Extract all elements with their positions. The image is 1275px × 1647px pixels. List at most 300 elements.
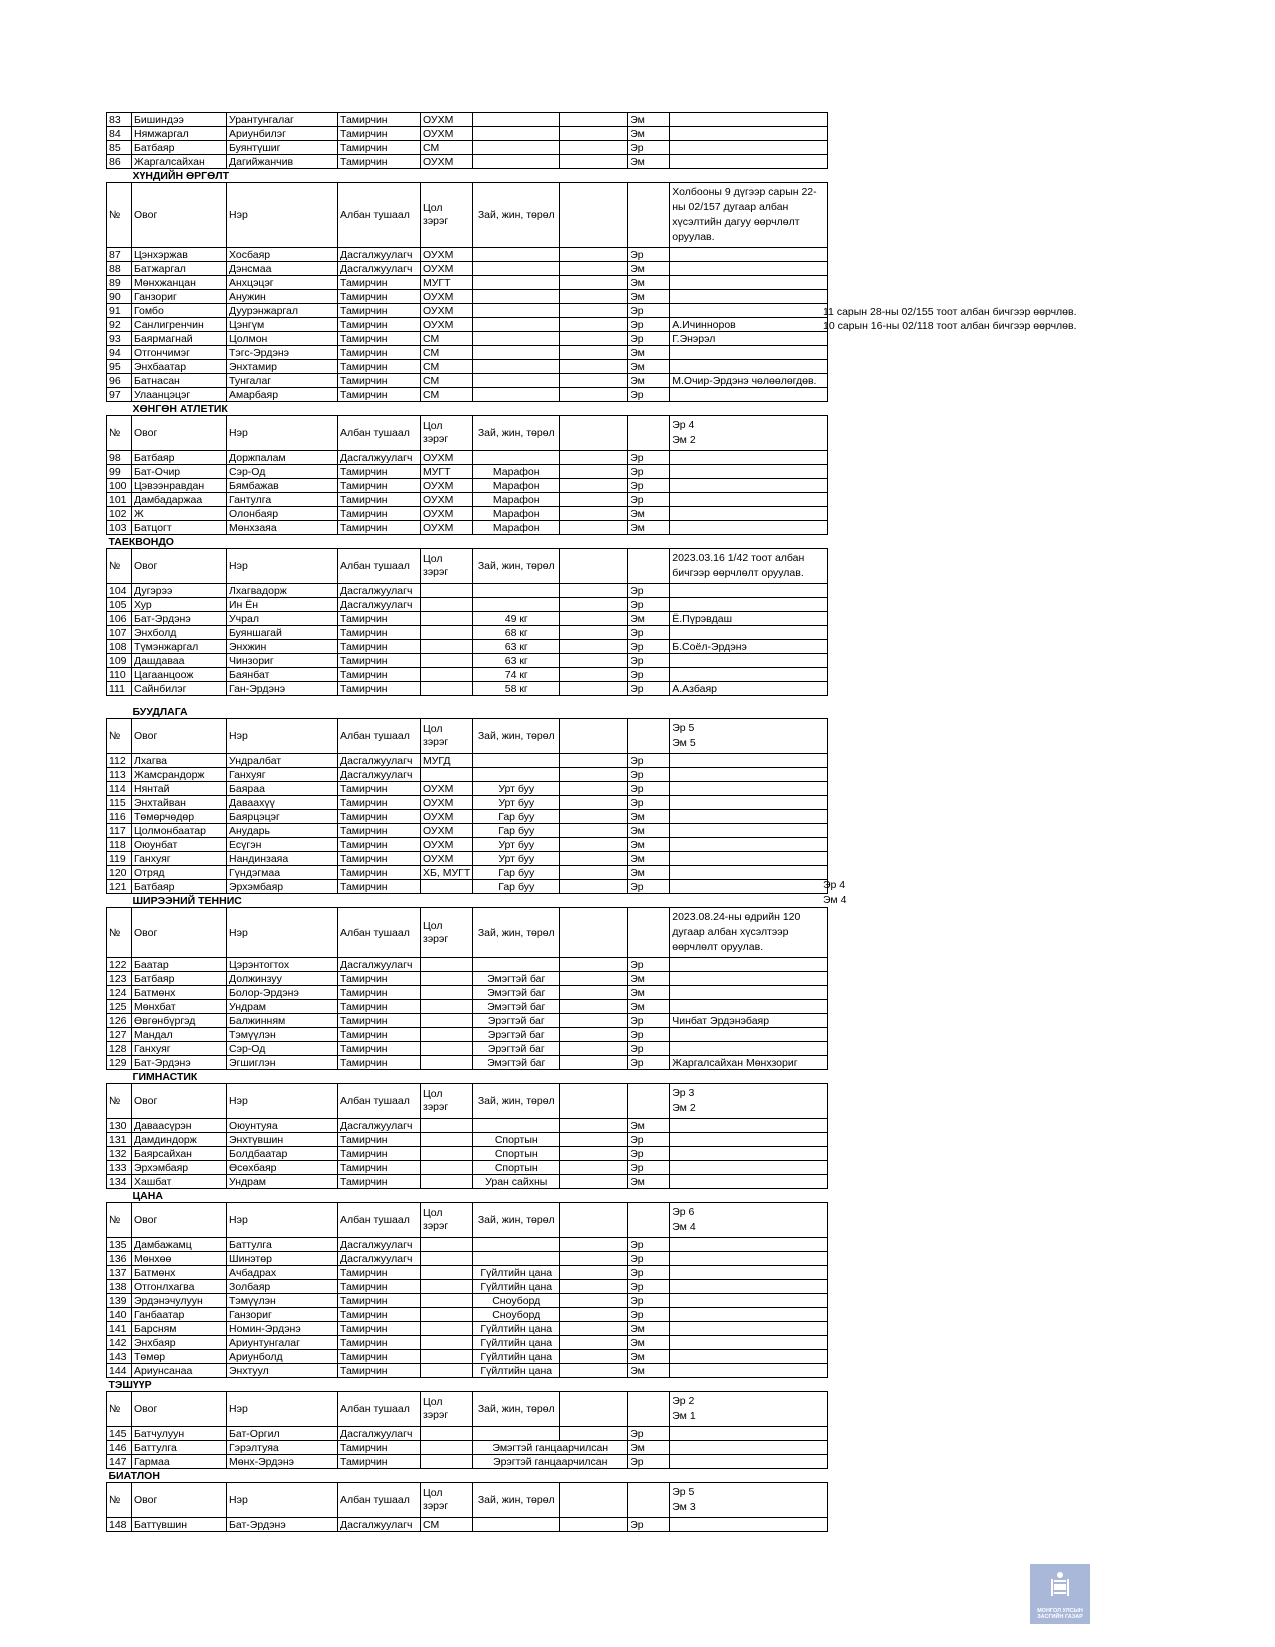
section-title: БУУДЛАГА [107, 696, 828, 719]
table-cell [421, 1175, 473, 1189]
table-cell: Тамирчин [338, 155, 421, 169]
column-header-ovog: Овог [132, 719, 227, 754]
column-header-ner: Нэр [227, 1203, 338, 1238]
table-cell: Спортын [473, 1161, 560, 1175]
table-cell: Эр [628, 465, 670, 479]
table-cell: Тэгс-Эрдэнэ [227, 346, 338, 360]
table-cell: 108 [107, 640, 132, 654]
table-cell [560, 262, 628, 276]
table-cell [560, 493, 628, 507]
table-cell: Эр [628, 626, 670, 640]
column-header-zai: Зай, жин, төрөл [473, 719, 560, 754]
column-header-ovog: Овог [132, 908, 227, 958]
table-row [107, 1119, 828, 1133]
table-header-row [107, 1084, 828, 1119]
table-cell: ОУХМ [421, 852, 473, 866]
table-cell: Тамирчин [338, 1308, 421, 1322]
table-cell: 130 [107, 1119, 132, 1133]
table-cell: Дасгалжуулагч [338, 754, 421, 768]
column-header-blank-a [560, 416, 628, 451]
table-cell [560, 451, 628, 465]
table-cell: Гүйлтийн цана [473, 1364, 560, 1378]
table-header-row [107, 549, 828, 584]
table-cell: Төмөрчөдөр [132, 810, 227, 824]
table-cell: СМ [421, 141, 473, 155]
table-cell [560, 668, 628, 682]
table-row [107, 640, 828, 654]
table-cell [560, 796, 628, 810]
table-cell: 136 [107, 1252, 132, 1266]
column-header-zai: Зай, жин, төрөл [473, 1483, 560, 1518]
table-cell: 126 [107, 1014, 132, 1028]
table-row [107, 141, 828, 155]
table-cell: Эр [628, 1308, 670, 1322]
section-title: ХҮНДИЙН ӨРГӨЛТ [107, 169, 828, 183]
table-cell [421, 880, 473, 894]
table-cell: 109 [107, 654, 132, 668]
table-cell [560, 1161, 628, 1175]
table-cell: ОУХМ [421, 127, 473, 141]
table-cell: Баттулга [132, 1441, 227, 1455]
table-cell: Урт буу [473, 796, 560, 810]
table-cell: 117 [107, 824, 132, 838]
table-cell: Г.Энэрэл [670, 332, 828, 346]
table-cell [560, 521, 628, 535]
table-cell: Хосбаяр [227, 248, 338, 262]
table-row [107, 1238, 828, 1252]
table-cell [560, 1000, 628, 1014]
table-cell: Анударь [227, 824, 338, 838]
table-cell: 133 [107, 1161, 132, 1175]
table-cell: 63 кг [473, 654, 560, 668]
table-cell [670, 155, 828, 169]
table-cell [560, 1350, 628, 1364]
table-cell: Энхтайван [132, 796, 227, 810]
table-row [107, 248, 828, 262]
table-cell: Тамирчин [338, 141, 421, 155]
table-row [107, 1322, 828, 1336]
table-row [107, 465, 828, 479]
table-row [107, 1252, 828, 1266]
column-header-blank-b [628, 549, 670, 584]
table-cell: Батжаргал [132, 262, 227, 276]
table-cell: Эм [628, 1336, 670, 1350]
table-cell: Тамирчин [338, 782, 421, 796]
table-cell: 113 [107, 768, 132, 782]
table-cell: Отгончимэг [132, 346, 227, 360]
table-cell [473, 1518, 560, 1532]
table-cell: Цэнхэржав [132, 248, 227, 262]
table-cell: Батчулуун [132, 1427, 227, 1441]
table-cell: Эрэгтэй ганцаарчилсан [473, 1455, 628, 1469]
table-cell: 104 [107, 584, 132, 598]
table-cell [560, 880, 628, 894]
table-cell [473, 290, 560, 304]
section-title-row [107, 1189, 828, 1203]
table-cell: Мөнх-Эрдэнэ [227, 1455, 338, 1469]
table-row [107, 1455, 828, 1469]
table-row [107, 1364, 828, 1378]
table-cell: Марафон [473, 507, 560, 521]
table-row [107, 1427, 828, 1441]
table-cell: 141 [107, 1322, 132, 1336]
table-row [107, 1175, 828, 1189]
table-cell: Бат-Оргил [227, 1427, 338, 1441]
table-cell [473, 155, 560, 169]
table-cell: Тэмүүлэн [227, 1294, 338, 1308]
table-cell: Ундралбат [227, 754, 338, 768]
table-cell [670, 754, 828, 768]
table-cell: Нянтай [132, 782, 227, 796]
table-cell: Дамбадаржаа [132, 493, 227, 507]
table-cell [560, 1518, 628, 1532]
table-cell: Лхагва [132, 754, 227, 768]
table-cell: Эрдэнэчулуун [132, 1294, 227, 1308]
column-header-ner: Нэр [227, 183, 338, 248]
table-cell [421, 1427, 473, 1441]
table-cell: Дуурэнжаргал [227, 304, 338, 318]
table-header-row [107, 183, 828, 248]
table-cell: Эрхэмбаяр [227, 880, 338, 894]
table-cell: Эр [628, 304, 670, 318]
table-cell: Эр [628, 584, 670, 598]
table-cell: Дэнсмаа [227, 262, 338, 276]
table-cell: 96 [107, 374, 132, 388]
table-cell: Тамирчин [338, 796, 421, 810]
table-cell: Дагийжанчив [227, 155, 338, 169]
table-cell: 127 [107, 1028, 132, 1042]
table-cell [473, 332, 560, 346]
table-cell: СМ [421, 346, 473, 360]
table-cell: Батбаяр [132, 972, 227, 986]
column-header-no: № [107, 908, 132, 958]
table-cell: 95 [107, 360, 132, 374]
table-cell: МУГТ [421, 465, 473, 479]
table-cell: Уран сайхны [473, 1175, 560, 1189]
table-cell: 83 [107, 113, 132, 127]
table-cell: Тамирчин [338, 880, 421, 894]
table-row [107, 824, 828, 838]
column-header-alban: Албан тушаал [338, 1392, 421, 1427]
table-cell: ОУХМ [421, 318, 473, 332]
table-row [107, 318, 828, 332]
table-cell [560, 1364, 628, 1378]
column-header-zai: Зай, жин, төрөл [473, 183, 560, 248]
table-cell: Гар буу [473, 824, 560, 838]
section-notes: Эр 5 Эм 3 [670, 1483, 828, 1518]
table-row [107, 360, 828, 374]
table-cell [670, 1266, 828, 1280]
table-cell [473, 276, 560, 290]
table-cell: Улаанцэцэг [132, 388, 227, 402]
section-notes: Холбооны 9 дүгээр сарын 22-ны 02/157 дугаар албан хүсэлтийн дагуу өөрчлөлт оруулав. [670, 183, 828, 248]
table-cell: 139 [107, 1294, 132, 1308]
table-cell: А.Ичинноров [670, 318, 828, 332]
table-cell [421, 1028, 473, 1042]
table-row [107, 290, 828, 304]
table-cell: Тамирчин [338, 360, 421, 374]
table-cell: Ганхуяг [132, 1042, 227, 1056]
table-cell: Тамирчин [338, 1056, 421, 1070]
column-header-alban: Албан тушаал [338, 183, 421, 248]
table-cell: Тамирчин [338, 304, 421, 318]
table-cell: ХБ, МУГТ [421, 866, 473, 880]
table-cell: Эр [628, 1042, 670, 1056]
table-cell: Баатар [132, 958, 227, 972]
table-cell: 105 [107, 598, 132, 612]
table-cell [560, 1175, 628, 1189]
table-cell [670, 1518, 828, 1532]
table-cell [560, 598, 628, 612]
table-cell [421, 640, 473, 654]
table-cell [670, 1441, 828, 1455]
table-row [107, 598, 828, 612]
table-cell: Тамирчин [338, 276, 421, 290]
column-header-ner: Нэр [227, 416, 338, 451]
table-cell [421, 1364, 473, 1378]
table-cell: Эр [628, 1266, 670, 1280]
logo-text-line2: ЗАСГИЙН ГАЗАР [1037, 1614, 1083, 1620]
table-cell [473, 451, 560, 465]
table-cell: Тамирчин [338, 626, 421, 640]
table-cell [670, 451, 828, 465]
table-cell: Тамирчин [338, 1042, 421, 1056]
table-cell: Эр [628, 141, 670, 155]
table-cell: Эр [628, 754, 670, 768]
table-cell: Эм [628, 1350, 670, 1364]
table-cell: ОУХМ [421, 521, 473, 535]
table-cell [421, 1161, 473, 1175]
table-cell: Эр [628, 668, 670, 682]
table-cell [421, 1000, 473, 1014]
table-cell: Ё.Пүрэвдаш [670, 612, 828, 626]
table-cell: Батнасан [132, 374, 227, 388]
table-cell: Сэр-Од [227, 1042, 338, 1056]
table-cell: Тамирчин [338, 838, 421, 852]
section-title-row [107, 402, 828, 416]
table-cell: Отряд [132, 866, 227, 880]
table-cell: Жамсрандорж [132, 768, 227, 782]
table-cell [473, 318, 560, 332]
section-notes: 2023.08.24-ны өдрийн 120 дугаар албан хүсэлтээр өөрчлөлт оруулав. [670, 908, 828, 958]
table-cell: 119 [107, 852, 132, 866]
table-cell: Тамирчин [338, 1266, 421, 1280]
table-cell [560, 654, 628, 668]
table-cell [560, 626, 628, 640]
table-cell: 114 [107, 782, 132, 796]
table-cell: Тамирчин [338, 810, 421, 824]
section-title-row [107, 535, 828, 549]
table-cell: 92 [107, 318, 132, 332]
table-cell: Эм [628, 986, 670, 1000]
table-row [107, 1014, 828, 1028]
table-cell: 124 [107, 986, 132, 1000]
table-cell: Тамирчин [338, 493, 421, 507]
table-cell: 85 [107, 141, 132, 155]
table-row [107, 1042, 828, 1056]
table-cell: Баярцэцэг [227, 810, 338, 824]
table-cell: Эр [628, 1518, 670, 1532]
table-cell: Тамирчин [338, 1364, 421, 1378]
table-cell: Ариунсанаа [132, 1364, 227, 1378]
table-cell: Ганхуяг [227, 768, 338, 782]
table-cell: ОУХМ [421, 796, 473, 810]
table-cell [421, 682, 473, 696]
table-cell: ОУХМ [421, 262, 473, 276]
table-cell: Эм [628, 810, 670, 824]
table-header-row [107, 1203, 828, 1238]
table-cell [473, 374, 560, 388]
table-cell [560, 972, 628, 986]
table-cell [421, 1455, 473, 1469]
column-header-tsol: Цол зэрэг [421, 1203, 473, 1238]
table-cell: СМ [421, 388, 473, 402]
table-row [107, 880, 828, 894]
table-cell: ОУХМ [421, 290, 473, 304]
table-cell [670, 248, 828, 262]
column-header-blank-a [560, 1084, 628, 1119]
table-cell: ОУХМ [421, 810, 473, 824]
column-header-ovog: Овог [132, 1084, 227, 1119]
table-cell: 112 [107, 754, 132, 768]
government-logo [1030, 1564, 1090, 1624]
table-cell [670, 654, 828, 668]
table-cell: Жаргалсайхан [132, 155, 227, 169]
table-cell: Эр [628, 682, 670, 696]
table-cell: Эм [628, 1119, 670, 1133]
column-header-tsol: Цол зэрэг [421, 1392, 473, 1427]
table-cell: ОУХМ [421, 451, 473, 465]
table-row [107, 838, 828, 852]
table-cell: Эмэгтэй баг [473, 1056, 560, 1070]
table-cell: Эр [628, 1028, 670, 1042]
table-cell: Батбаяр [132, 451, 227, 465]
table-cell: 74 кг [473, 668, 560, 682]
table-cell [670, 262, 828, 276]
table-cell: Спортын [473, 1133, 560, 1147]
column-header-ovog: Овог [132, 1483, 227, 1518]
table-cell [473, 141, 560, 155]
table-cell: Тамирчин [338, 986, 421, 1000]
table-cell: Дасгалжуулагч [338, 1119, 421, 1133]
table-cell [670, 388, 828, 402]
table-cell [670, 521, 828, 535]
table-cell: Гэрэлтуяа [227, 1441, 338, 1455]
table-cell: Гүйлтийн цана [473, 1280, 560, 1294]
column-header-no: № [107, 1483, 132, 1518]
table-cell [560, 1238, 628, 1252]
table-cell: Бат-Эрдэнэ [132, 612, 227, 626]
table-cell [473, 1427, 560, 1441]
table-cell [670, 1042, 828, 1056]
soyombo-emblem-icon [1050, 1570, 1070, 1598]
table-cell: Эм [628, 374, 670, 388]
table-cell: Спортын [473, 1147, 560, 1161]
column-header-ovog: Овог [132, 1392, 227, 1427]
table-cell: Цолмон [227, 332, 338, 346]
table-cell: 144 [107, 1364, 132, 1378]
table-cell [560, 612, 628, 626]
table-cell [670, 290, 828, 304]
table-row [107, 1336, 828, 1350]
section-title: ХӨНГӨН АТЛЕТИК [107, 402, 828, 416]
table-cell: Баярсайхан [132, 1147, 227, 1161]
table-cell: ОУХМ [421, 838, 473, 852]
table-cell: Тамирчин [338, 612, 421, 626]
table-cell: 102 [107, 507, 132, 521]
table-cell [670, 1028, 828, 1042]
table-cell [560, 1119, 628, 1133]
table-cell: Дасгалжуулагч [338, 768, 421, 782]
table-cell [421, 626, 473, 640]
table-row [107, 1266, 828, 1280]
section-title-row [107, 894, 828, 908]
table-cell: Эр [628, 479, 670, 493]
table-cell: Бат-Очир [132, 465, 227, 479]
table-cell: Тамирчин [338, 465, 421, 479]
table-cell: Бат-Эрдэнэ [227, 1518, 338, 1532]
table-cell [560, 304, 628, 318]
table-header-row [107, 416, 828, 451]
table-header-row [107, 1483, 828, 1518]
table-cell: Эмэгтэй баг [473, 986, 560, 1000]
table-cell: 120 [107, 866, 132, 880]
table-cell [421, 1266, 473, 1280]
table-cell: Анхцэцэг [227, 276, 338, 290]
table-cell: Цолмонбаатар [132, 824, 227, 838]
table-cell: Дасгалжуулагч [338, 451, 421, 465]
table-cell: Эмэгтэй баг [473, 972, 560, 986]
table-cell [670, 986, 828, 1000]
table-cell: Урт буу [473, 838, 560, 852]
table-cell: Эр [628, 493, 670, 507]
table-cell [473, 958, 560, 972]
table-cell: Отгонлхагва [132, 1280, 227, 1294]
table-cell: Эр [628, 332, 670, 346]
table-cell: 93 [107, 332, 132, 346]
table-cell [421, 1308, 473, 1322]
table-cell [560, 852, 628, 866]
table-cell: Эр [628, 880, 670, 894]
table-cell: Эр [628, 248, 670, 262]
column-header-blank-a [560, 549, 628, 584]
table-cell: СМ [421, 374, 473, 388]
table-cell [670, 824, 828, 838]
table-cell [560, 1266, 628, 1280]
section-title: ТАЕКВОНДО [107, 535, 828, 549]
table-cell [560, 290, 628, 304]
table-cell: 84 [107, 127, 132, 141]
table-cell [560, 958, 628, 972]
table-cell: Эм [628, 1364, 670, 1378]
table-cell: Тамирчин [338, 1175, 421, 1189]
table-cell [560, 866, 628, 880]
table-cell: Ачбадрах [227, 1266, 338, 1280]
table-cell: Ж [132, 507, 227, 521]
table-cell: Дамбажамц [132, 1238, 227, 1252]
table-header-row [107, 719, 828, 754]
table-cell: Тамирчин [338, 682, 421, 696]
table-row [107, 768, 828, 782]
table-cell: Даваахүү [227, 796, 338, 810]
table-cell: Сноуборд [473, 1294, 560, 1308]
table-cell: СМ [421, 360, 473, 374]
section-notes: 2023.03.16 1/42 тоот албан бичгээр өөрчлөлт оруулав. [670, 549, 828, 584]
table-cell [670, 584, 828, 598]
table-cell [670, 276, 828, 290]
table-cell: Гомбо [132, 304, 227, 318]
column-header-alban: Албан тушаал [338, 416, 421, 451]
